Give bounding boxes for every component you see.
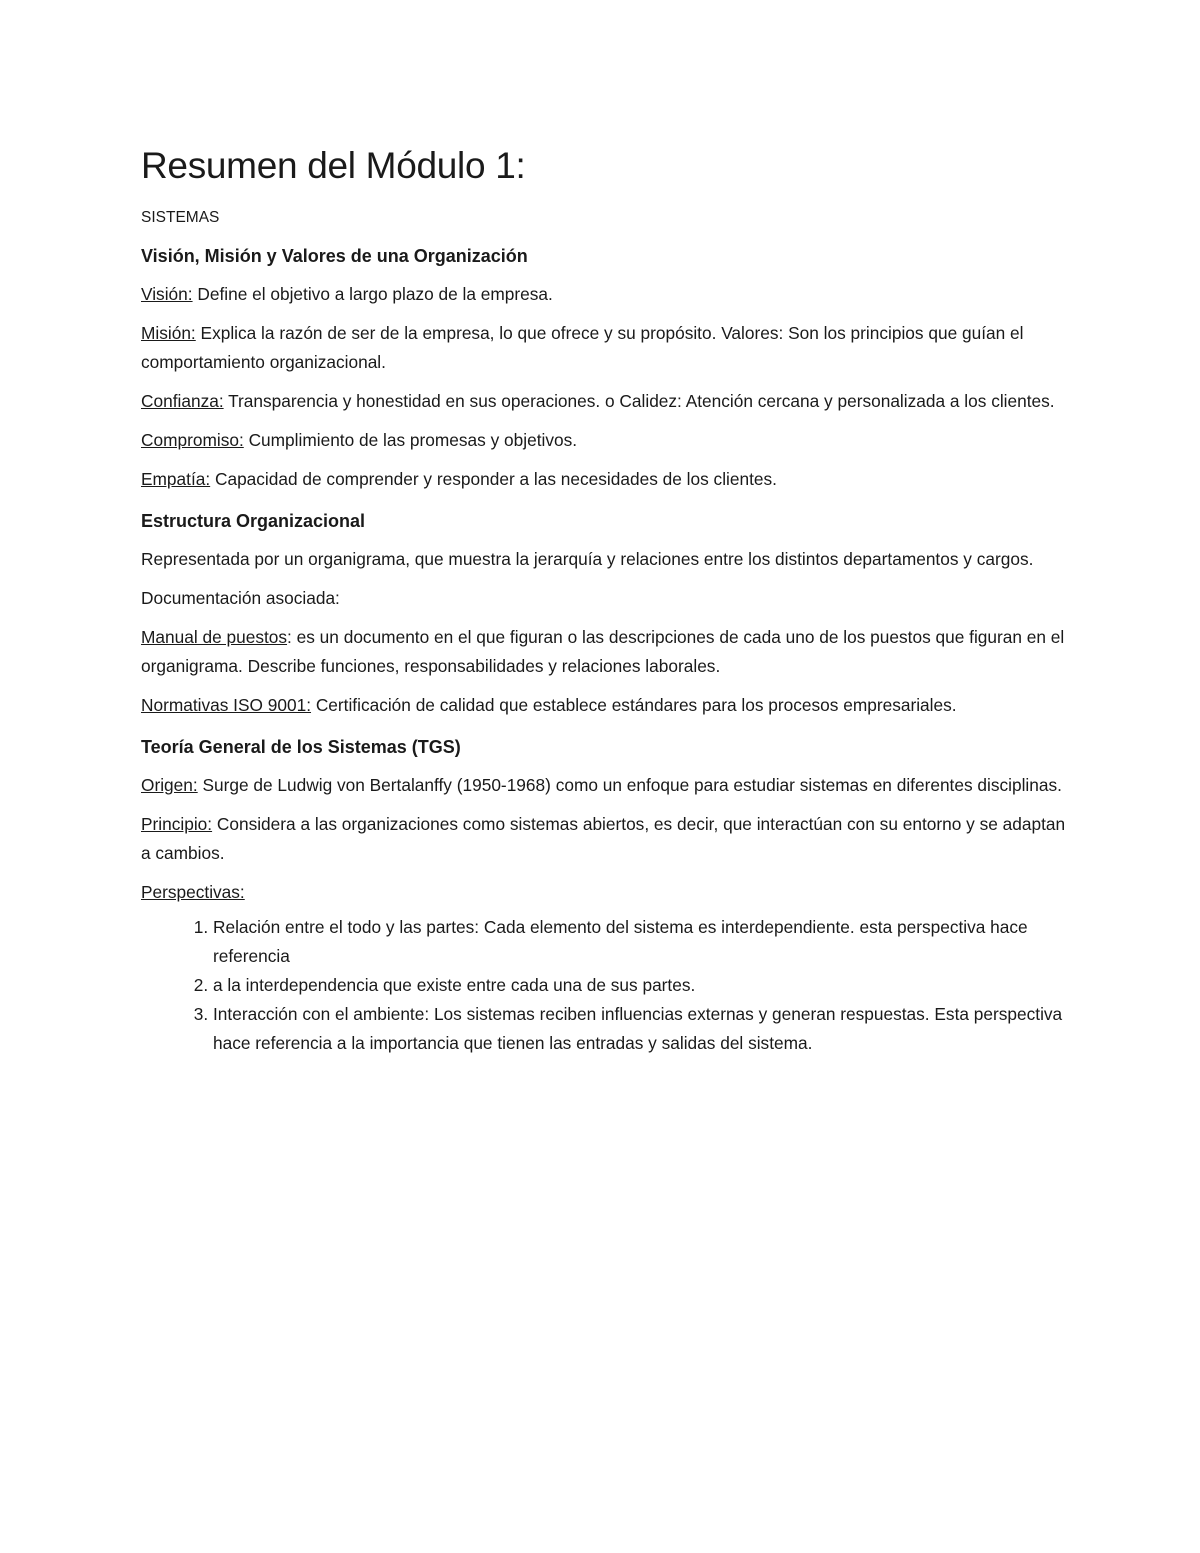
term-confianza: Confianza: (141, 391, 224, 411)
list-item: 2. a la interdependencia que existe entre cada una de sus partes. (213, 971, 1066, 1000)
text-principio: Considera a las organizaciones como sistemas abiertos, es decir, que interactúan con su entorno y se adaptan a cambios. (141, 814, 1066, 863)
paragraph-mision (141, 319, 1066, 377)
section-heading-tgs: Teoría General de los Sistemas (TGS) (141, 737, 461, 757)
term-empatia: Empatía: (141, 469, 211, 489)
text-empatia: Capacidad de comprender y responder a las necesidades de los clientes. (210, 469, 777, 489)
section-heading-estructura: Estructura Organizacional (141, 511, 366, 531)
paragraph-perspectivas (141, 878, 1066, 907)
paragraph-estructura-intro: Representada por un organigrama, que muestra la jerarquía y relaciones entre los distintos departamentos y cargos. (141, 549, 1034, 569)
paragraph-vision (141, 280, 1066, 309)
text-mision: Explica la razón de ser de la empresa, lo que ofrece y su propósito. Valores: Son los principios que guían el comportamiento organizacional. (141, 323, 1024, 372)
term-perspectivas: Perspectivas: (141, 882, 245, 902)
paragraph-confianza (141, 387, 1066, 416)
text-compromiso: Cumplimiento de las promesas y objetivos. (243, 430, 578, 450)
list-item: 3. Interacción con el ambiente: Los sistemas reciben influencias externas y generan respuestas. Esta perspectiva hace referencia a la importancia que tienen las entradas y salidas del sistema. (213, 1000, 1066, 1058)
term-mision: Misión: (141, 323, 196, 343)
text-manual: : es un documento en el que figuran o las descripciones de cada uno de los puestos que figuran en el organigrama. Describe funciones, responsabilidades y relaciones laborales. (141, 627, 1065, 676)
perspectives-list (141, 913, 1066, 1058)
term-principio: Principio: (141, 814, 213, 834)
document-title: Resumen del Módulo 1: (141, 145, 526, 186)
paragraph-empatia (141, 465, 1066, 494)
subject-label: SISTEMAS (141, 209, 220, 226)
term-compromiso: Compromiso: (141, 430, 244, 450)
paragraph-compromiso (141, 426, 1066, 455)
text-iso: Certificación de calidad que establece estándares para los procesos empresariales. (311, 695, 957, 715)
term-vision: Visión: (141, 284, 193, 304)
term-iso: Normativas ISO 9001: (141, 695, 312, 715)
section-heading-vision-mision: Visión, Misión y Valores de una Organización (141, 246, 528, 266)
text-confianza: Transparencia y honestidad en sus operaciones. o Calidez: Atención cercana y personalizada a los clientes. (223, 391, 1055, 411)
paragraph-documentacion: Documentación asociada: (141, 588, 340, 608)
paragraph-manual (141, 623, 1066, 681)
paragraph-origen (141, 771, 1066, 800)
term-manual: Manual de puestos (141, 627, 288, 647)
list-item: 1. Relación entre el todo y las partes: Cada elemento del sistema es interdependiente. esta perspectiva hace referencia (213, 913, 1066, 971)
term-origen: Origen: (141, 775, 198, 795)
text-origen: Surge de Ludwig von Bertalanffy (1950-1968) como un enfoque para estudiar sistemas en diferentes disciplinas. (197, 775, 1062, 795)
text-vision: Define el objetivo a largo plazo de la empresa. (192, 284, 553, 304)
paragraph-principio (141, 810, 1066, 868)
document-page (141, 140, 1066, 1058)
paragraph-iso (141, 691, 1066, 720)
